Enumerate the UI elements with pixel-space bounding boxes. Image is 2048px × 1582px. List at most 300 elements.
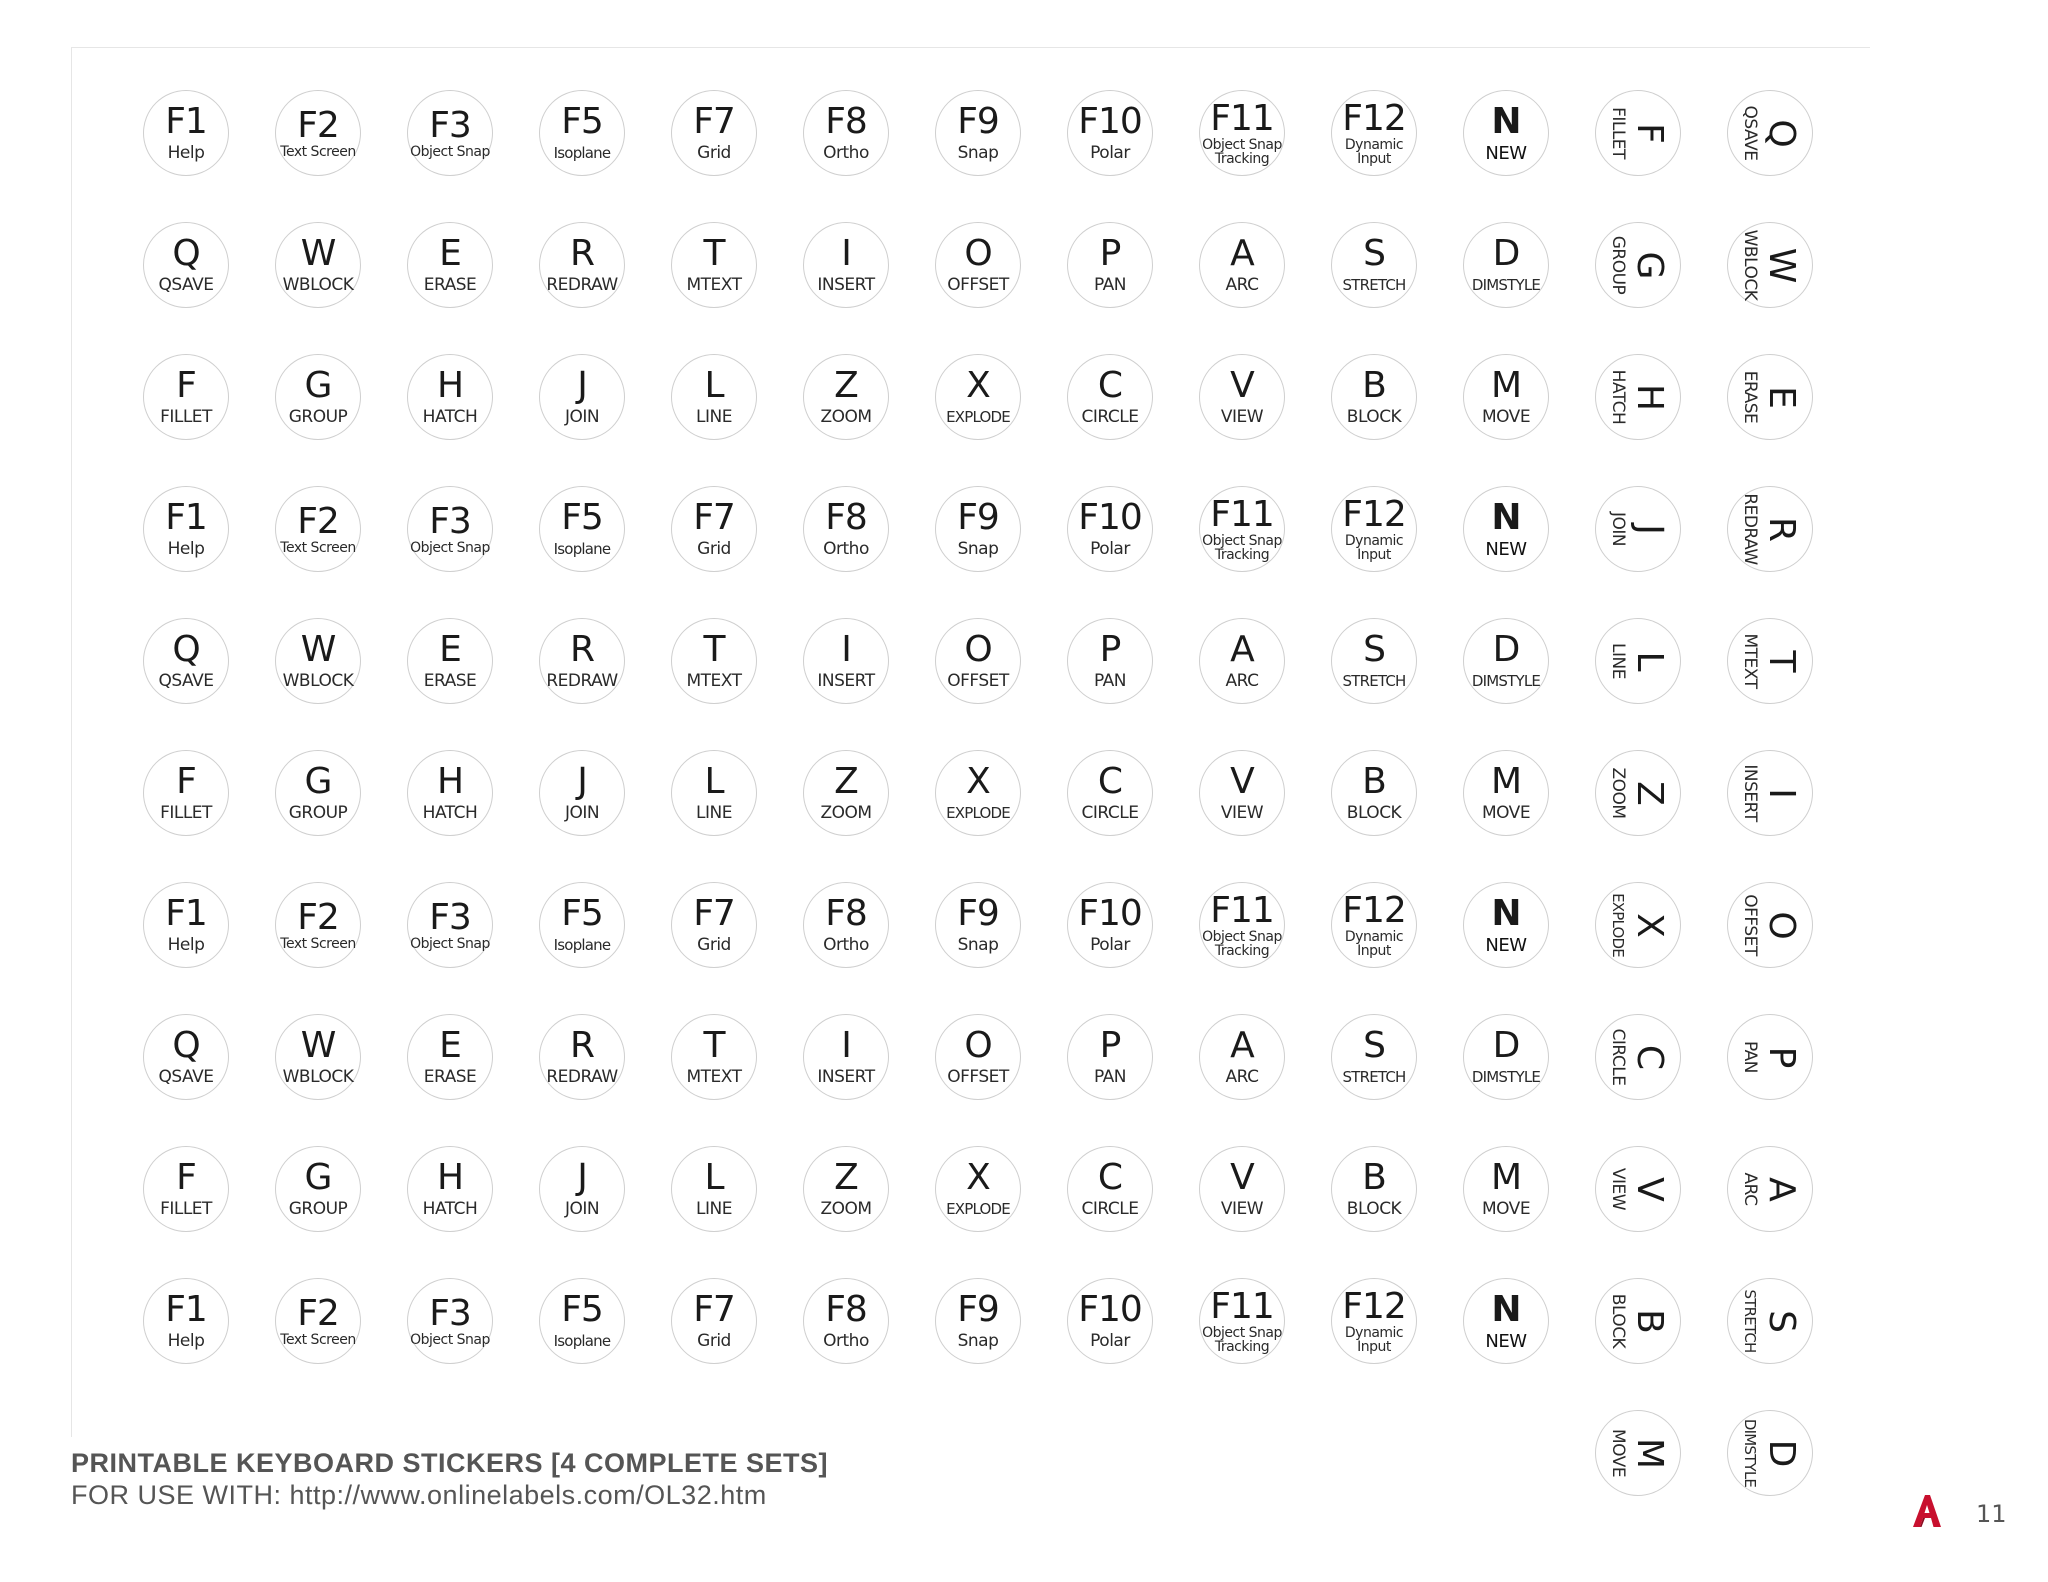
sticker-key-label: H xyxy=(436,761,464,802)
sticker-key-label: F2 xyxy=(297,104,339,146)
autocad-logo-icon xyxy=(1911,1494,1943,1528)
sticker-key-label: F10 xyxy=(1078,893,1142,934)
sticker-key-label: V xyxy=(1629,1177,1670,1201)
sticker-command-label: ZOOM xyxy=(1608,767,1628,819)
sticker-command-label: BLOCK xyxy=(1608,1293,1628,1349)
sticker-command-label: JOIN xyxy=(564,407,600,427)
sticker-f10 xyxy=(1067,882,1153,968)
sticker-key-label: Q xyxy=(172,629,200,670)
sticker-command-label: QSAVE xyxy=(158,671,214,691)
sticker-command-label: LINE xyxy=(1608,643,1628,679)
sheet-title: PRINTABLE KEYBOARD STICKERS [4 COMPLETE SETS] xyxy=(71,1448,829,1478)
sticker-c xyxy=(1067,354,1153,440)
sticker-command-label: HATCH xyxy=(422,803,478,823)
sticker-key-label: F11 xyxy=(1210,889,1274,931)
sticker-key-label: O xyxy=(1761,911,1802,939)
sticker-key-label: F5 xyxy=(561,101,603,142)
sticker-key-label: B xyxy=(1362,761,1386,802)
sticker-w xyxy=(275,618,361,704)
sticker-command-label: Text Screen xyxy=(280,539,356,556)
sticker-f3 xyxy=(407,90,493,176)
sticker-d xyxy=(1463,1014,1549,1100)
sticker-f7 xyxy=(671,90,757,176)
sticker-key-label: T xyxy=(703,1025,725,1066)
sticker-v xyxy=(1199,354,1285,440)
sticker-key-label: F xyxy=(1629,123,1670,143)
sticker-r xyxy=(1727,486,1813,572)
sticker-command-label: VIEW xyxy=(1220,1199,1264,1219)
sticker-command-label: REDRAW xyxy=(1740,493,1760,565)
sticker-command-label: Snap xyxy=(957,143,999,163)
sticker-z xyxy=(803,1146,889,1232)
sticker-key-label: V xyxy=(1230,365,1254,406)
sheet-left-border xyxy=(71,47,72,1437)
sticker-key-label: F5 xyxy=(561,1289,603,1330)
sticker-command-label: MTEXT xyxy=(1740,633,1760,689)
sticker-command-label: Ortho xyxy=(823,935,869,955)
sticker-m xyxy=(1463,750,1549,836)
sticker-command-label: Dynamic Input xyxy=(1344,532,1404,563)
sticker-f7 xyxy=(671,1278,757,1364)
sticker-x xyxy=(935,1146,1021,1232)
sticker-key-label: F5 xyxy=(561,893,603,934)
sticker-key-label: F8 xyxy=(825,1289,867,1330)
sticker-x xyxy=(935,354,1021,440)
sticker-c xyxy=(1067,1146,1153,1232)
sticker-key-label: F12 xyxy=(1342,889,1406,931)
sticker-s xyxy=(1331,222,1417,308)
sticker-f2 xyxy=(275,1278,361,1364)
sticker-command-label: DIMSTYLE xyxy=(1471,1068,1541,1086)
sticker-command-label: EXPLODE xyxy=(946,1200,1010,1218)
sticker-f xyxy=(1595,90,1681,176)
sticker-key-label: F1 xyxy=(165,893,207,934)
sticker-command-label: LINE xyxy=(696,1199,732,1219)
sticker-key-label: F7 xyxy=(693,893,735,934)
sticker-key-label: V xyxy=(1230,761,1254,802)
sticker-r xyxy=(539,1014,625,1100)
sticker-f12 xyxy=(1331,486,1417,572)
sticker-command-label: Snap xyxy=(957,539,999,559)
sticker-command-label: GROUP xyxy=(1608,235,1628,295)
sticker-command-label: Polar xyxy=(1090,1331,1130,1351)
page-number: 11 xyxy=(1976,1500,2007,1528)
sticker-r xyxy=(539,222,625,308)
sticker-key-label: J xyxy=(577,761,587,802)
sticker-f8 xyxy=(803,1278,889,1364)
sticker-h xyxy=(407,750,493,836)
sticker-key-label: Z xyxy=(834,761,858,802)
sticker-key-label: F2 xyxy=(297,896,339,938)
sticker-command-label: MOVE xyxy=(1481,1199,1531,1219)
sticker-c xyxy=(1067,750,1153,836)
sticker-key-label: D xyxy=(1492,233,1520,274)
sticker-f3 xyxy=(407,486,493,572)
sticker-key-label: F1 xyxy=(165,1289,207,1330)
sticker-command-label: OFFSET xyxy=(947,1067,1009,1087)
sticker-a xyxy=(1199,618,1285,704)
sticker-command-label: Polar xyxy=(1090,539,1130,559)
sticker-key-label: P xyxy=(1099,1025,1121,1066)
sticker-f3 xyxy=(407,1278,493,1364)
sticker-t xyxy=(671,222,757,308)
sticker-p xyxy=(1727,1014,1813,1100)
sticker-d xyxy=(1463,618,1549,704)
sticker-command-label: Help xyxy=(167,1331,205,1351)
sticker-command-label: MOVE xyxy=(1608,1428,1628,1478)
sticker-key-label: H xyxy=(436,365,464,406)
sticker-key-label: F7 xyxy=(693,1289,735,1330)
sticker-key-label: X xyxy=(1629,913,1670,937)
sticker-key-label: P xyxy=(1099,629,1121,670)
sticker-command-label: DIMSTYLE xyxy=(1741,1418,1759,1488)
sticker-w xyxy=(275,222,361,308)
sticker-command-label: DIMSTYLE xyxy=(1471,672,1541,690)
sticker-f9 xyxy=(935,90,1021,176)
sticker-command-label: CIRCLE xyxy=(1081,803,1139,823)
sticker-key-label: F3 xyxy=(429,104,471,146)
sticker-key-label: N xyxy=(1491,101,1521,142)
sticker-key-label: T xyxy=(703,233,725,274)
sticker-f1 xyxy=(143,90,229,176)
sticker-f9 xyxy=(935,882,1021,968)
sticker-key-label: R xyxy=(569,1025,594,1066)
sticker-f11 xyxy=(1199,486,1285,572)
sticker-key-label: F8 xyxy=(825,893,867,934)
sticker-command-label: Object Snap xyxy=(410,1331,490,1348)
sticker-key-label: F2 xyxy=(297,1292,339,1334)
sticker-o xyxy=(1727,882,1813,968)
sticker-f8 xyxy=(803,90,889,176)
sticker-key-label: G xyxy=(304,761,332,802)
sticker-key-label: F1 xyxy=(165,101,207,142)
sticker-key-label: W xyxy=(300,233,336,274)
sticker-command-label: BLOCK xyxy=(1346,803,1402,823)
sticker-w xyxy=(1727,222,1813,308)
sticker-command-label: CIRCLE xyxy=(1081,407,1139,427)
sticker-key-label: P xyxy=(1761,1046,1802,1068)
sticker-e xyxy=(407,618,493,704)
sticker-command-label: INSERT xyxy=(817,1067,875,1087)
sticker-command-label: QSAVE xyxy=(158,275,214,295)
sticker-key-label: O xyxy=(964,629,992,670)
sticker-i xyxy=(803,618,889,704)
sticker-command-label: ERASE xyxy=(423,275,477,295)
sticker-key-label: F8 xyxy=(825,101,867,142)
sticker-key-label: L xyxy=(704,761,724,802)
sticker-t xyxy=(1727,618,1813,704)
sticker-f1 xyxy=(143,1278,229,1364)
sticker-n xyxy=(1463,486,1549,572)
sticker-key-label: C xyxy=(1097,365,1123,406)
sticker-key-label: F3 xyxy=(429,896,471,938)
sticker-key-label: J xyxy=(577,1157,587,1198)
sticker-key-label: F10 xyxy=(1078,1289,1142,1330)
sticker-command-label: VIEW xyxy=(1220,407,1264,427)
sticker-v xyxy=(1199,1146,1285,1232)
sticker-o xyxy=(935,618,1021,704)
sticker-j xyxy=(539,750,625,836)
sticker-x xyxy=(1595,882,1681,968)
sticker-command-label: JOIN xyxy=(564,1199,600,1219)
sticker-key-label: T xyxy=(703,629,725,670)
sticker-command-label: PAN xyxy=(1093,1067,1126,1087)
sticker-e xyxy=(407,1014,493,1100)
sticker-key-label: F9 xyxy=(957,893,999,934)
sticker-key-label: T xyxy=(1761,650,1802,672)
sticker-key-label: H xyxy=(1629,383,1670,411)
sticker-command-label: FILLET xyxy=(160,407,212,427)
sticker-command-label: Snap xyxy=(957,935,999,955)
sticker-e xyxy=(407,222,493,308)
sticker-z xyxy=(803,750,889,836)
sticker-f7 xyxy=(671,486,757,572)
sticker-b xyxy=(1331,750,1417,836)
sticker-z xyxy=(803,354,889,440)
sticker-key-label: F11 xyxy=(1210,97,1274,139)
sticker-command-label: MTEXT xyxy=(686,671,742,691)
sticker-key-label: F3 xyxy=(429,1292,471,1334)
sticker-command-label: MOVE xyxy=(1481,407,1531,427)
sticker-f2 xyxy=(275,882,361,968)
sticker-v xyxy=(1199,750,1285,836)
sticker-x xyxy=(935,750,1021,836)
sticker-v xyxy=(1595,1146,1681,1232)
sticker-command-label: FILLET xyxy=(160,1199,212,1219)
sticker-f5 xyxy=(539,486,625,572)
sticker-key-label: V xyxy=(1230,1157,1254,1198)
sticker-command-label: NEW xyxy=(1485,935,1527,956)
sticker-key-label: W xyxy=(300,1025,336,1066)
sticker-key-label: M xyxy=(1490,761,1522,802)
sticker-d xyxy=(1727,1410,1813,1496)
sticker-key-label: N xyxy=(1491,497,1521,538)
sticker-command-label: Grid xyxy=(697,143,731,163)
sticker-key-label: D xyxy=(1761,1439,1802,1467)
sticker-key-label: I xyxy=(841,233,851,274)
sticker-f8 xyxy=(803,486,889,572)
sticker-key-label: F xyxy=(176,365,196,406)
sticker-l xyxy=(1595,618,1681,704)
sticker-f7 xyxy=(671,882,757,968)
sticker-q xyxy=(143,618,229,704)
sticker-n xyxy=(1463,882,1549,968)
sticker-command-label: ERASE xyxy=(1740,370,1760,424)
sticker-command-label: FILLET xyxy=(160,803,212,823)
sticker-key-label: A xyxy=(1230,1025,1254,1066)
sticker-command-label: OFFSET xyxy=(1740,894,1760,956)
sticker-key-label: F7 xyxy=(693,101,735,142)
sticker-key-label: X xyxy=(966,761,990,802)
sticker-a xyxy=(1199,222,1285,308)
sticker-command-label: REDRAW xyxy=(546,671,618,691)
sticker-m xyxy=(1463,354,1549,440)
sticker-p xyxy=(1067,618,1153,704)
sticker-a xyxy=(1199,1014,1285,1100)
sticker-command-label: ZOOM xyxy=(820,803,872,823)
sticker-g xyxy=(275,750,361,836)
sticker-o xyxy=(935,222,1021,308)
sticker-command-label: REDRAW xyxy=(546,1067,618,1087)
sticker-key-label: E xyxy=(439,629,461,670)
sticker-f5 xyxy=(539,882,625,968)
sticker-command-label: MTEXT xyxy=(686,275,742,295)
sticker-key-label: E xyxy=(439,233,461,274)
sticker-c xyxy=(1595,1014,1681,1100)
sticker-s xyxy=(1331,1014,1417,1100)
sticker-f11 xyxy=(1199,882,1285,968)
sticker-command-label: STRETCH xyxy=(1342,1068,1406,1086)
sticker-command-label: ARC xyxy=(1740,1172,1760,1206)
sticker-command-label: EXPLODE xyxy=(946,804,1010,822)
sticker-q xyxy=(1727,90,1813,176)
sticker-key-label: F2 xyxy=(297,500,339,542)
sticker-f12 xyxy=(1331,90,1417,176)
sticker-w xyxy=(275,1014,361,1100)
sticker-j xyxy=(539,1146,625,1232)
sticker-r xyxy=(539,618,625,704)
sticker-command-label: WBLOCK xyxy=(1740,229,1760,301)
sticker-key-label: M xyxy=(1629,1437,1670,1469)
sticker-key-label: S xyxy=(1363,629,1385,670)
sticker-command-label: Object Snap Tracking xyxy=(1202,928,1282,959)
sticker-key-label: F5 xyxy=(561,497,603,538)
sticker-command-label: BLOCK xyxy=(1346,1199,1402,1219)
sticker-command-label: LINE xyxy=(696,407,732,427)
sticker-h xyxy=(407,354,493,440)
sticker-command-label: Object Snap xyxy=(410,539,490,556)
sticker-key-label: P xyxy=(1099,233,1121,274)
sticker-command-label: HATCH xyxy=(422,407,478,427)
sticker-key-label: M xyxy=(1490,365,1522,406)
sticker-key-label: Z xyxy=(834,365,858,406)
sticker-key-label: B xyxy=(1362,1157,1386,1198)
sticker-h xyxy=(407,1146,493,1232)
sticker-key-label: L xyxy=(704,365,724,406)
sticker-key-label: Z xyxy=(834,1157,858,1198)
sticker-command-label: PAN xyxy=(1093,671,1126,691)
sticker-command-label: MOVE xyxy=(1481,803,1531,823)
sticker-key-label: L xyxy=(1629,651,1670,671)
sticker-key-label: Q xyxy=(172,233,200,274)
sticker-t xyxy=(671,1014,757,1100)
sticker-command-label: Polar xyxy=(1090,143,1130,163)
sticker-command-label: Text Screen xyxy=(280,143,356,160)
sticker-key-label: S xyxy=(1363,233,1385,274)
sticker-command-label: REDRAW xyxy=(546,275,618,295)
sticker-key-label: F12 xyxy=(1342,1285,1406,1327)
sticker-key-label: F9 xyxy=(957,1289,999,1330)
sticker-key-label: F12 xyxy=(1342,97,1406,139)
sticker-command-label: Ortho xyxy=(823,143,869,163)
sticker-key-label: O xyxy=(964,1025,992,1066)
sticker-command-label: ARC xyxy=(1225,275,1259,295)
sticker-command-label: Dynamic Input xyxy=(1344,1324,1404,1355)
sticker-f12 xyxy=(1331,1278,1417,1364)
sticker-f1 xyxy=(143,882,229,968)
sticker-key-label: Q xyxy=(172,1025,200,1066)
sticker-command-label: HATCH xyxy=(1608,369,1628,425)
sticker-key-label: W xyxy=(1761,247,1802,283)
sticker-command-label: STRETCH xyxy=(1741,1289,1759,1353)
sticker-key-label: G xyxy=(304,1157,332,1198)
sticker-key-label: A xyxy=(1761,1177,1802,1201)
sticker-j xyxy=(539,354,625,440)
sticker-key-label: F1 xyxy=(165,497,207,538)
sticker-command-label: GROUP xyxy=(288,407,348,427)
sticker-command-label: ARC xyxy=(1225,1067,1259,1087)
sticker-key-label: Q xyxy=(1761,119,1802,147)
sticker-s xyxy=(1331,618,1417,704)
sticker-f xyxy=(143,750,229,836)
sticker-key-label: G xyxy=(1629,251,1670,279)
sticker-b xyxy=(1331,1146,1417,1232)
sticker-key-label: E xyxy=(1761,386,1802,408)
sticker-f11 xyxy=(1199,90,1285,176)
sticker-m xyxy=(1463,1146,1549,1232)
sticker-command-label: WBLOCK xyxy=(282,275,354,295)
sticker-command-label: OFFSET xyxy=(947,275,1009,295)
sticker-command-label: OFFSET xyxy=(947,671,1009,691)
sticker-command-label: Isoplane xyxy=(553,936,611,954)
sticker-f xyxy=(143,354,229,440)
sticker-command-label: FILLET xyxy=(1608,107,1628,159)
sticker-command-label: Help xyxy=(167,935,205,955)
sticker-f8 xyxy=(803,882,889,968)
sticker-command-label: VIEW xyxy=(1220,803,1264,823)
sticker-key-label: C xyxy=(1097,761,1123,802)
sticker-o xyxy=(935,1014,1021,1100)
sticker-command-label: STRETCH xyxy=(1342,276,1406,294)
sticker-command-label: Object Snap Tracking xyxy=(1202,532,1282,563)
sticker-command-label: DIMSTYLE xyxy=(1471,276,1541,294)
sticker-command-label: NEW xyxy=(1485,143,1527,164)
sticker-command-label: CIRCLE xyxy=(1608,1028,1628,1086)
sticker-key-label: F7 xyxy=(693,497,735,538)
sticker-key-label: X xyxy=(966,1157,990,1198)
sticker-key-label: N xyxy=(1491,1289,1521,1330)
sticker-command-label: Help xyxy=(167,539,205,559)
sticker-command-label: BLOCK xyxy=(1346,407,1402,427)
sticker-key-label: F9 xyxy=(957,497,999,538)
sticker-g xyxy=(275,1146,361,1232)
sticker-key-label: R xyxy=(1761,516,1802,541)
sticker-command-label: NEW xyxy=(1485,539,1527,560)
sticker-key-label: F11 xyxy=(1210,1285,1274,1327)
sticker-e xyxy=(1727,354,1813,440)
sticker-key-label: F8 xyxy=(825,497,867,538)
sticker-h xyxy=(1595,354,1681,440)
sticker-f9 xyxy=(935,1278,1021,1364)
sticker-command-label: VIEW xyxy=(1608,1167,1628,1211)
sticker-command-label: PAN xyxy=(1740,1040,1760,1073)
sticker-key-label: N xyxy=(1491,893,1521,934)
sticker-t xyxy=(671,618,757,704)
sticker-key-label: O xyxy=(964,233,992,274)
sticker-command-label: QSAVE xyxy=(158,1067,214,1087)
sticker-b xyxy=(1331,354,1417,440)
sticker-key-label: A xyxy=(1230,629,1254,670)
sticker-key-label: I xyxy=(1761,788,1802,798)
sticker-p xyxy=(1067,1014,1153,1100)
sticker-key-label: W xyxy=(300,629,336,670)
sticker-n xyxy=(1463,90,1549,176)
sticker-key-label: S xyxy=(1363,1025,1385,1066)
sticker-command-label: NEW xyxy=(1485,1331,1527,1352)
sticker-a xyxy=(1727,1146,1813,1232)
sticker-command-label: QSAVE xyxy=(1740,105,1760,161)
sticker-g xyxy=(1595,222,1681,308)
